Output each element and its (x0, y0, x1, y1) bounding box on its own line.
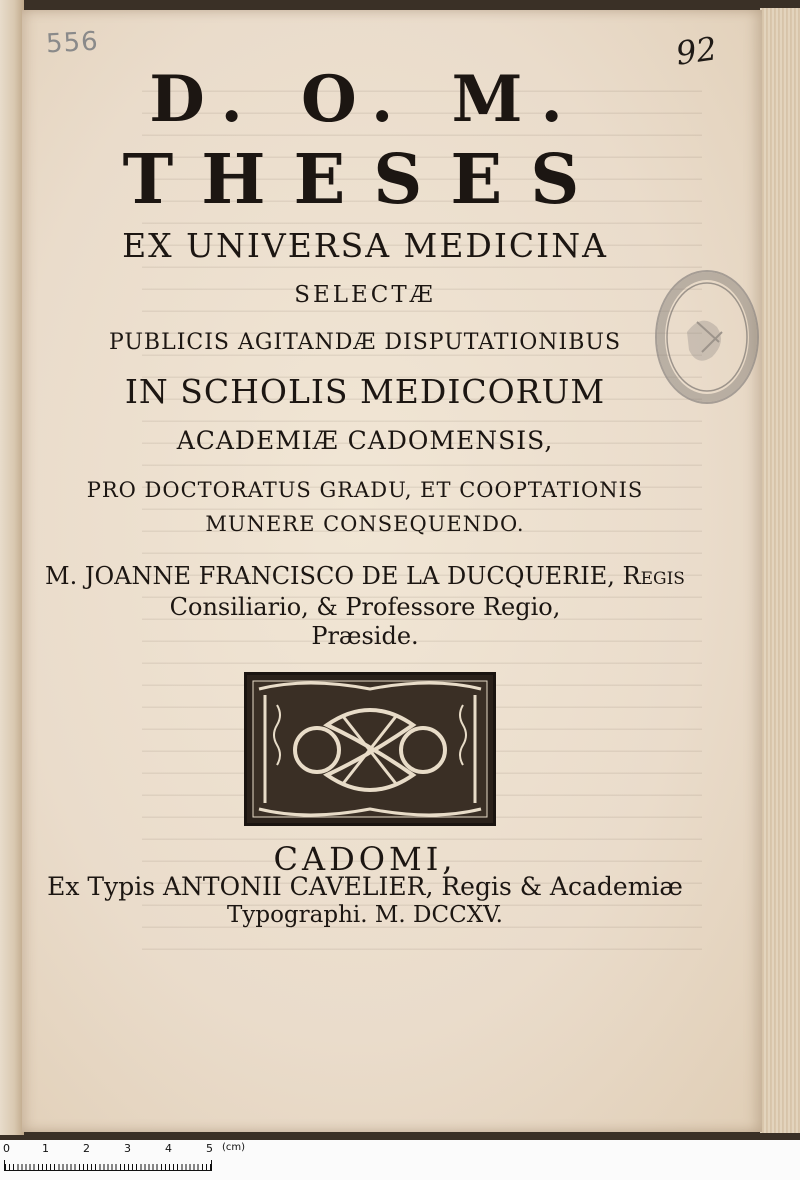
woodcut-monogram-ornament (244, 672, 496, 826)
imprint-city: CADOMI, (273, 840, 457, 878)
ruler-number: 3 (124, 1142, 131, 1155)
scale-ruler (0, 1140, 800, 1180)
praeses-line-2: Consiliario, & Professore Regio, (169, 593, 561, 621)
praeses-line-1: M. JOANNE FRANCISCO DE LA DUCQUERIE, Regis (45, 562, 685, 590)
subtitle-in-scholis: IN SCHOLIS MEDICORUM (124, 372, 606, 411)
subtitle-pro-doctoratus: PRO DOCTORATUS GRADU, ET COOPTATIONIS (86, 478, 644, 502)
ruler-ticks (4, 1160, 212, 1171)
invocation-dom: D. O. M. (149, 62, 581, 137)
ruler-number: 4 (165, 1142, 172, 1155)
subtitle-selectae: SELECTÆ (294, 282, 436, 308)
ruler-number: 0 (3, 1142, 10, 1155)
imprint-printer: Ex Typis ANTONII CAVELIER, Regis & Academiæ (47, 872, 683, 901)
ruler-number: 1 (42, 1142, 49, 1155)
subtitle-publicis: PUBLICIS AGITANDÆ DISPUTATIONIBUS (108, 330, 622, 355)
imprint-date: Typographi. M. DCCXV. (227, 902, 503, 928)
ruler-number: 2 (83, 1142, 90, 1155)
page-title: THESES (122, 140, 608, 220)
folio-number: 92 (673, 29, 720, 73)
subtitle-munere: MUNERE CONSEQUENDO. (205, 512, 525, 536)
book-spine-left (0, 0, 24, 1135)
page-edges-right (760, 8, 800, 1133)
ruler-unit: (cm) (222, 1142, 246, 1153)
ruler-number: 5 (206, 1142, 213, 1155)
shelfmark-annotation: 556 (45, 26, 100, 60)
subtitle-academiae: ACADEMIÆ CADOMENSIS, (176, 426, 554, 455)
praeses-line-3: Præside. (311, 622, 419, 650)
subtitle-ex-universa: EX UNIVERSA MEDICINA (122, 226, 608, 265)
